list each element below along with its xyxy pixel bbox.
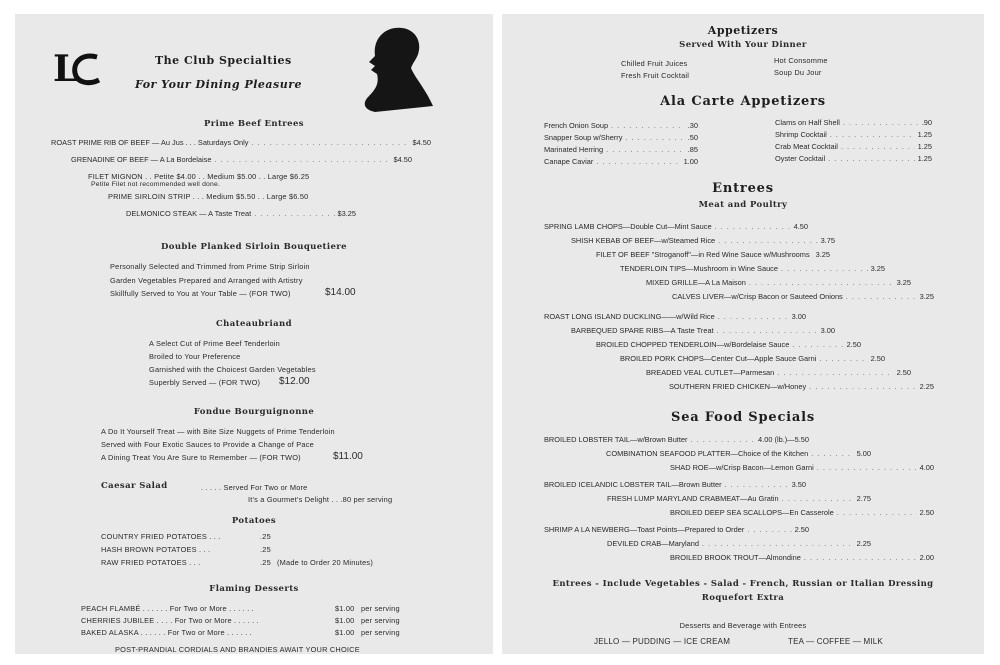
entree-item: MIXED GRILLE—A La Maison . . . 3.25: [646, 278, 911, 287]
fondue-line: A Do It Yourself Treat — with Bite Size Nuggets of Prime Tenderloin: [101, 427, 335, 436]
silhouette-portrait-icon: [355, 22, 435, 114]
alacarte-item: Crab Meat Cocktail . . . 1.25: [775, 142, 932, 151]
roquefort-note: Roquefort Extra: [701, 593, 785, 603]
appetizer-item: Fresh Fruit Cocktail: [621, 71, 690, 80]
menu-page-left: [15, 14, 493, 654]
club-logo: [51, 47, 103, 91]
potatoes-heading: Potatoes: [231, 516, 277, 526]
entree-item: SHISH KEBAB OF BEEF—w/Steamed Rice . . . 3.75: [571, 236, 835, 245]
potato-item: COUNTRY FRIED POTATOES . . .: [101, 532, 221, 541]
fondue-line: Served with Four Exotic Sauces to Provide a Change of Pace: [101, 440, 314, 449]
seafood-item: BROILED LOBSTER TAIL—w/Brown Butter . . . 4.00 (lb.)—5.50: [544, 435, 809, 444]
appetizer-item: Chilled Fruit Juices: [621, 59, 688, 68]
entree-item: CALVES LIVER—w/Crisp Bacon or Sauteed Onions . . . 3.25: [672, 292, 934, 301]
page-subtitle: For Your Dining Pleasure: [135, 78, 302, 91]
sirloin-line: Garden Vegetables Prepared and Arranged with Artistry: [110, 276, 303, 285]
dessert-item: BAKED ALASKA . . . . . . For Two or More . . . . . .: [81, 628, 252, 637]
chateaubriand-price: $12.00: [279, 376, 310, 387]
dessert-price: $1.00: [335, 616, 355, 625]
sirloin-line: Skillfully Served to You at Your Table — (FOR TWO): [110, 289, 291, 298]
appetizers-heading: Appetizers: [707, 24, 779, 37]
cordials-footer: POST-PRANDIAL CORDIALS AND BRANDIES AWAIT YOUR CHOICE: [115, 645, 360, 654]
entrees-subheading: Meat and Poultry: [698, 200, 788, 210]
entrees-include-note: Entrees - Include Vegetables - Salad - French, Russian or Italian Dressing: [552, 579, 934, 589]
menu-item: DELMONICO STEAK — A Taste Treat . . . $3.25: [126, 209, 356, 218]
alacarte-item: Snapper Soup w/Sherry . . . .50: [544, 133, 698, 142]
potato-item: HASH BROWN POTATOES . . .: [101, 545, 211, 554]
dessert-item: PEACH FLAMBÉ . . . . . . For Two or More . . . . . .: [81, 604, 254, 613]
entree-item: SOUTHERN FRIED CHICKEN—w/Honey . . . 2.25: [669, 382, 934, 391]
seafood-item: BROILED DEEP SEA SCALLOPS—En Casserole . . . 2.50: [670, 508, 934, 517]
caesar-label: Caesar Salad: [101, 481, 168, 491]
beverages-list: TEA — COFFEE — MILK: [788, 637, 883, 646]
appetizers-subheading: Served With Your Dinner: [679, 40, 807, 50]
dessert-item: CHERRIES JUBILEE . . . . For Two or More . . . . . .: [81, 616, 259, 625]
alacarte-item: Canape Caviar . . . 1.00: [544, 157, 698, 166]
entree-item: BREADED VEAL CUTLET—Parmesan . . . 2.50: [646, 368, 911, 377]
seafood-item: COMBINATION SEAFOOD PLATTER—Choice of the Kitchen . . . 5.00: [606, 449, 871, 458]
seafood-item: FRESH LUMP MARYLAND CRABMEAT—Au Gratin . . . 2.75: [607, 494, 871, 503]
appetizer-item: Soup Du Jour: [774, 68, 822, 77]
seafood-item: SHAD ROE—w/Crisp Bacon—Lemon Garni . . . 4.00: [670, 463, 934, 472]
alacarte-item: French Onion Soup . . . .30: [544, 121, 698, 130]
potato-note: (Made to Order 20 Minutes): [277, 558, 373, 567]
entree-item: BROILED CHOPPED TENDERLOIN—w/Bordelaise Sauce . . . 2.50: [596, 340, 861, 349]
seafood-item: BROILED ICELANDIC LOBSTER TAIL—Brown Butter . . . 3.50: [544, 480, 806, 489]
dessert-note: per serving: [361, 604, 400, 613]
alacarte-item: Oyster Cocktail . . . 1.25: [775, 154, 932, 163]
potato-item: RAW FRIED POTATOES . . .: [101, 558, 201, 567]
sirloin-price: $14.00: [325, 287, 356, 298]
alacarte-item: Clams on Half Shell . . . .90: [775, 118, 932, 127]
beef-heading: Prime Beef Entrees: [204, 119, 304, 129]
chateaubriand-line: Broiled to Your Preference: [149, 352, 241, 361]
entrees-heading: Entrees: [712, 181, 774, 196]
fondue-line: A Dining Treat You Are Sure to Remember — (FOR TWO): [101, 453, 301, 462]
fondue-heading: Fondue Bourguignonne: [193, 407, 315, 417]
caesar-line: . . . . . Served For Two or More: [201, 483, 308, 492]
alacarte-item: Marinated Herring . . . .85: [544, 145, 698, 154]
menu-item: FILET MIGNON . . Petite $4.00 . . Medium $5.00 . . Large $6.25: [88, 172, 310, 181]
seafood-heading: Sea Food Specials: [671, 410, 815, 425]
chateaubriand-line: A Select Cut of Prime Beef Tenderloin: [149, 339, 280, 348]
page-title: The Club Specialties: [155, 54, 292, 67]
desserts-list: JELLO — PUDDING — ICE CREAM: [594, 637, 731, 646]
dessert-note: per serving: [361, 628, 400, 637]
entree-item: BARBEQUED SPARE RIBS—A Taste Treat . . . 3.00: [571, 326, 835, 335]
sirloin-line: Personally Selected and Trimmed from Prime Strip Sirloin: [110, 262, 310, 271]
desserts-beverage-note: Desserts and Beverage with Entrees: [679, 621, 807, 630]
desserts-heading: Flaming Desserts: [209, 584, 299, 594]
appetizer-item: Hot Consomme: [774, 56, 828, 65]
entree-item: FILET OF BEEF "Stroganoff"—in Red Wine Sauce w/Mushrooms 3.25: [596, 250, 831, 259]
seafood-item: DEVILED CRAB—Maryland . . . 2.25: [607, 539, 871, 548]
svg-text:L: L: [53, 48, 79, 90]
menu-item: ROAST PRIME RIB OF BEEF — Au Jus . . . Saturdays Only . . . $4.50: [51, 138, 431, 147]
alacarte-heading: Ala Carte Appetizers: [660, 94, 826, 109]
chateaubriand-heading: Chateaubriand: [216, 319, 292, 329]
potato-price: .25: [260, 532, 271, 541]
fondue-price: $11.00: [333, 451, 363, 462]
seafood-item: SHRIMP A LA NEWBERG—Toast Points—Prepared to Order . . . 2.50: [544, 525, 809, 534]
chateaubriand-line: Garnished with the Choicest Garden Vegetables: [149, 365, 316, 374]
alacarte-item: Shrimp Cocktail . . . 1.25: [775, 130, 932, 139]
entree-item: BROILED PORK CHOPS—Center Cut—Apple Sauce Garni . . . 2.50: [620, 354, 885, 363]
seafood-item: BROILED BROOK TROUT—Almondine . . . 2.00: [670, 553, 934, 562]
potato-price: .25: [260, 545, 271, 554]
sirloin-heading: Double Planked Sirloin Bouquetiere: [161, 242, 347, 252]
entree-item: ROAST LONG ISLAND DUCKLING——w/Wild Rice . . . 3.00: [544, 312, 806, 321]
menu-item: GRENADINE OF BEEF — A La Bordelaise . . . $4.50: [71, 155, 412, 164]
entree-item: SPRING LAMB CHOPS—Double Cut—Mint Sauce . . . 4.50: [544, 222, 808, 231]
dessert-price: $1.00: [335, 604, 355, 613]
menu-item: PRIME SIRLOIN STRIP . . . Medium $5.50 . . Large $6.50: [108, 192, 309, 201]
potato-price: .25: [260, 558, 271, 567]
menu-note: Petite Filet not recommended well done.: [91, 181, 221, 188]
menu-page-right: [502, 14, 984, 654]
dessert-note: per serving: [361, 616, 400, 625]
caesar-line: It's a Gourmet's Delight . . .80 per serving: [248, 495, 393, 504]
dessert-price: $1.00: [335, 628, 355, 637]
entree-item: TENDERLOIN TIPS—Mushroom in Wine Sauce . . . 3.25: [620, 264, 885, 273]
chateaubriand-line: Superbly Served — (FOR TWO): [149, 378, 261, 387]
